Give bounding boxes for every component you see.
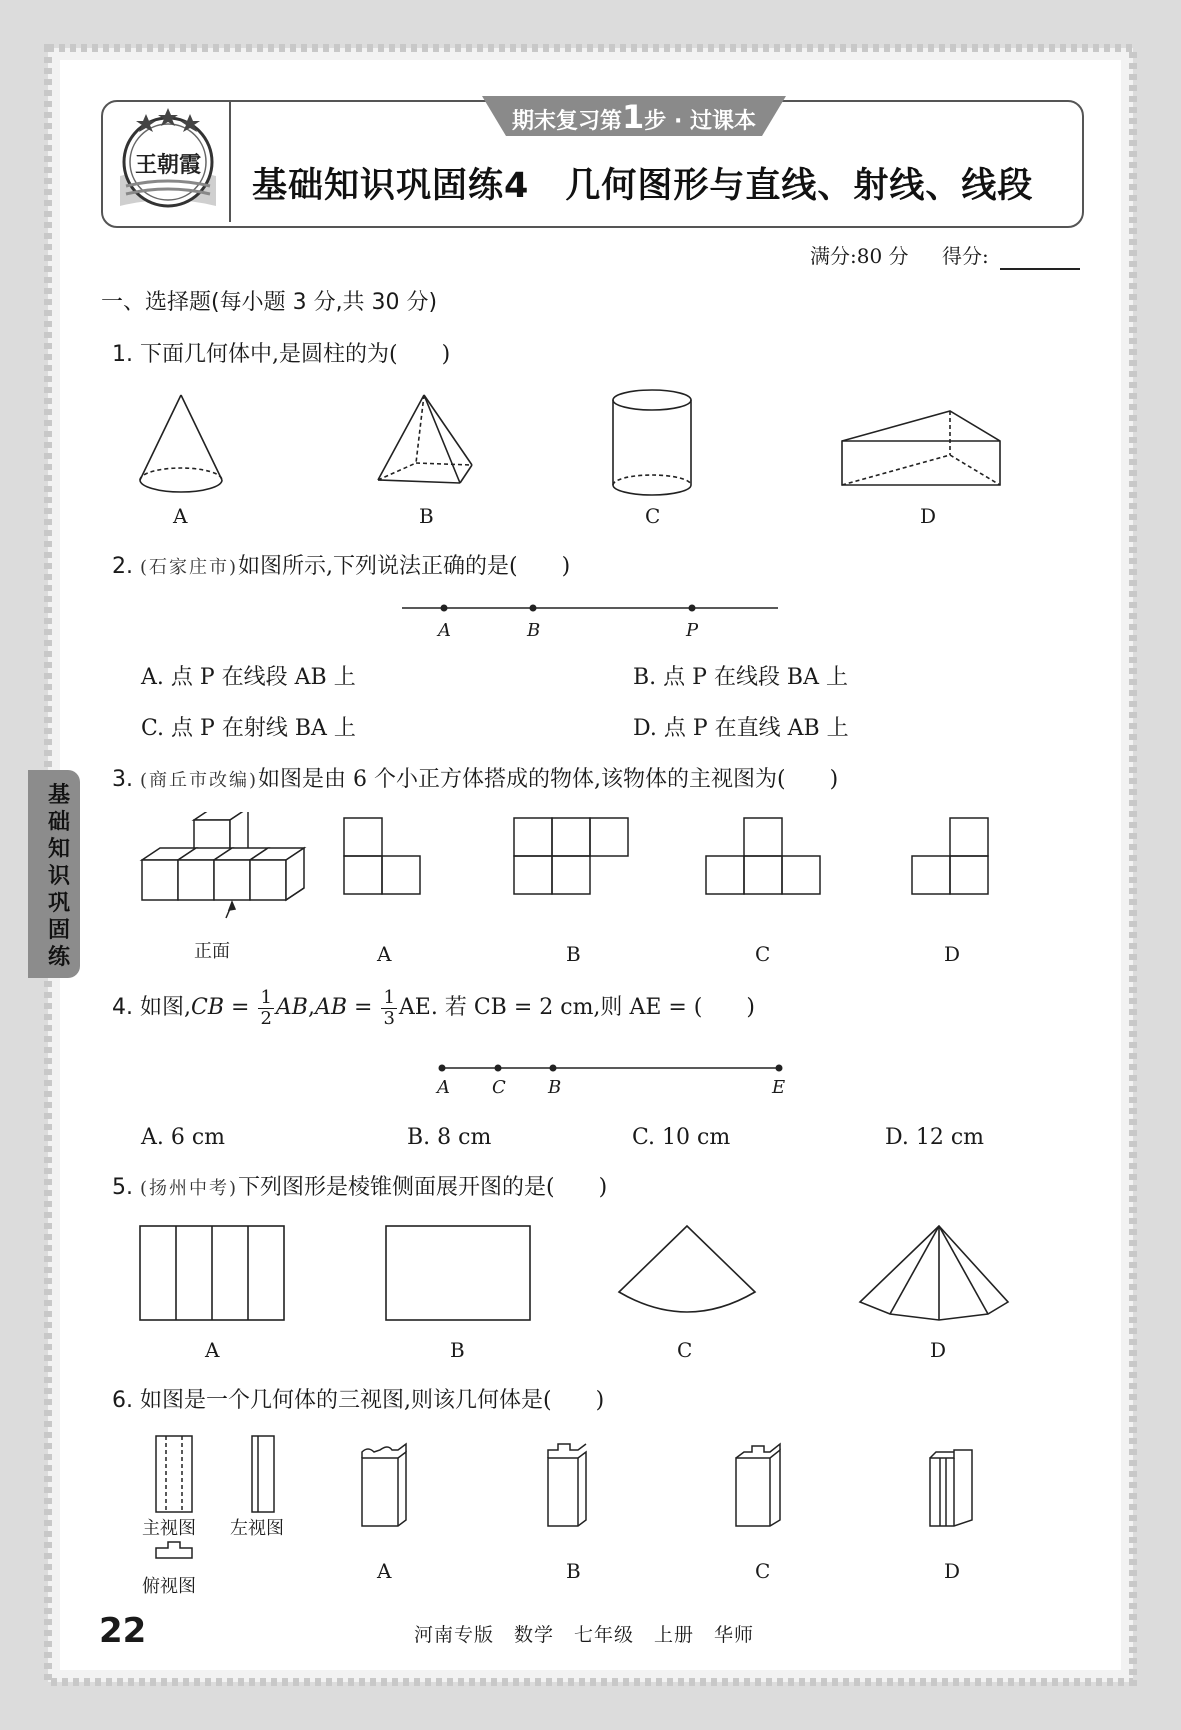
q6-left-view <box>252 1436 274 1512</box>
q2-text: 如图所示,下列说法正确的是( ) <box>238 554 571 579</box>
q5-option-c[interactable]: C <box>677 1338 693 1362</box>
q6-figures <box>130 1430 1000 1583</box>
q5-option-c-figure <box>619 1226 755 1312</box>
q5-text: 下列图形是棱锥侧面展开图的是( ) <box>238 1175 608 1200</box>
q6-main-view <box>156 1436 192 1512</box>
q5-option-d-figure <box>860 1226 1008 1320</box>
q3-text: 如图是由 6 个小正方体搭成的物体,该物体的主视图为( ) <box>258 767 839 792</box>
q1-option-d[interactable]: D <box>920 504 937 528</box>
q4-fraction-half <box>258 986 273 1029</box>
q4-point-a: A <box>437 1077 450 1098</box>
q5-option-d[interactable]: D <box>930 1338 947 1362</box>
q6-text: 如图是一个几何体的三视图,则该几何体是( ) <box>140 1388 605 1413</box>
side-tab-char: 固 <box>47 918 70 943</box>
q1-number: 1. <box>112 342 133 367</box>
q1-figures <box>120 385 1020 500</box>
q2-choice-b[interactable]: B. 点 P 在线段 BA 上 <box>633 665 848 690</box>
logo-lettering: 王朝霞 <box>134 152 202 178</box>
q4-point-e: E <box>772 1077 786 1098</box>
q5-figures <box>130 1220 1020 1325</box>
side-tab-char: 础 <box>47 810 70 835</box>
q6-option-c[interactable]: C <box>755 1559 771 1583</box>
q4-frac1-den: 2 <box>260 1007 272 1029</box>
q6-option-d-figure <box>930 1450 972 1526</box>
q3-view-d <box>912 818 988 894</box>
q1-pyramid <box>378 395 472 483</box>
q5-number: 5. <box>112 1175 133 1200</box>
q3-stem <box>112 769 838 791</box>
q4-frac1-num: 1 <box>260 986 272 1008</box>
q4-fraction-third <box>381 986 396 1029</box>
side-tab-char: 识 <box>47 864 70 889</box>
q6-option-a-figure <box>362 1444 406 1526</box>
q1-option-a[interactable]: A <box>173 504 188 528</box>
q2-stem <box>112 556 570 578</box>
q6-option-c-figure <box>736 1444 780 1526</box>
q1-stem <box>112 344 450 366</box>
q5-option-a[interactable]: A <box>205 1338 220 1362</box>
q6-top-view-label: 俯视图 <box>142 1576 196 1597</box>
q3-view-a <box>344 818 420 894</box>
q2-point-a: A <box>438 620 451 641</box>
q3-number: 3. <box>112 767 133 792</box>
q2-choice-d[interactable]: D. 点 P 在直线 AB 上 <box>633 716 849 741</box>
side-tab-text <box>44 782 74 971</box>
logo-seal <box>112 106 224 216</box>
q1-option-b[interactable]: B <box>419 504 434 528</box>
q4-choice-b[interactable]: B. 8 cm <box>407 1125 492 1150</box>
q1-prism <box>842 411 1000 485</box>
q4-ab2: AB <box>314 995 348 1020</box>
q4-eq2: = <box>354 995 373 1020</box>
q1-option-c[interactable]: C <box>645 504 661 528</box>
banner-step-number: 1 <box>622 98 645 136</box>
q3-option-c[interactable]: C <box>755 942 771 966</box>
q6-number: 6. <box>112 1388 133 1413</box>
q4-number: 4. <box>112 995 133 1020</box>
page-number: 22 <box>99 1611 147 1651</box>
q1-text: 下面几何体中,是圆柱的为( ) <box>140 342 451 367</box>
logo-divider <box>229 102 231 222</box>
q2-choice-a[interactable]: A. 点 P 在线段 AB 上 <box>141 665 356 690</box>
q2-point-b: B <box>527 620 541 641</box>
q4-eq: = <box>231 995 250 1020</box>
q6-left-view-label: 左视图 <box>230 1518 284 1539</box>
q6-top-view <box>156 1542 192 1558</box>
q4-ab: AB <box>275 995 308 1020</box>
q5-source: (扬州中考) <box>140 1178 239 1199</box>
q4-tail: AE = ( ) <box>629 995 755 1020</box>
q5-option-b-figure <box>386 1226 530 1320</box>
q6-option-b[interactable]: B <box>566 1559 581 1583</box>
q2-point-p: P <box>686 620 699 641</box>
banner-suffix: 步 · 过课本 <box>644 109 756 134</box>
q4-choice-d[interactable]: D. 12 cm <box>885 1125 985 1150</box>
q6-stem <box>112 1390 604 1412</box>
q2-source: (石家庄市) <box>140 557 239 578</box>
q4-cb: CB <box>191 995 224 1020</box>
q2-number: 2. <box>112 554 133 579</box>
q3-figures <box>130 812 1010 942</box>
q6-main-view-label: 主视图 <box>142 1518 196 1539</box>
section-title: 一、选择题(每小题 3 分,共 30 分) <box>101 290 438 315</box>
q3-option-d[interactable]: D <box>944 942 961 966</box>
q3-front-label: 正面 <box>194 941 230 962</box>
q4-comma: , <box>307 995 315 1020</box>
q3-option-a[interactable]: A <box>377 942 392 966</box>
side-tab-char: 知 <box>47 837 70 862</box>
full-score-label: 满分:80 分 <box>810 244 909 268</box>
q1-cone <box>140 395 222 492</box>
q4-point-c: C <box>492 1077 506 1098</box>
q5-stem <box>112 1177 607 1199</box>
q4-choice-c[interactable]: C. 10 cm <box>632 1125 731 1150</box>
q3-source: (商丘市改编) <box>140 770 259 791</box>
footer-info: 河南专版 数学 七年级 上册 华师 <box>414 1624 755 1646</box>
q6-option-b-figure <box>548 1444 586 1526</box>
q4-stem <box>112 988 755 1028</box>
q1-cylinder <box>613 390 691 495</box>
q4-frac2-num: 1 <box>383 986 395 1008</box>
side-tab-char: 巩 <box>47 891 70 916</box>
q4-point-b: B <box>548 1077 562 1098</box>
q4-choice-a[interactable]: A. 6 cm <box>141 1125 226 1150</box>
q5-option-b[interactable]: B <box>450 1338 465 1362</box>
q4-ae-dot: AE. 若 <box>398 995 467 1020</box>
side-tab-char: 练 <box>47 945 70 970</box>
q3-cube-solid <box>142 812 304 918</box>
q3-view-c <box>706 818 820 894</box>
q4-intro: 如图, <box>140 995 191 1020</box>
score-label: 得分: <box>942 244 989 268</box>
q3-view-b <box>514 818 628 894</box>
q2-choice-c[interactable]: C. 点 P 在射线 BA 上 <box>141 716 356 741</box>
q3-option-b[interactable]: B <box>566 942 581 966</box>
q6-option-a[interactable]: A <box>377 1559 392 1583</box>
q2-line-figure <box>400 596 780 646</box>
page-title: 基础知识巩固练4 几何图形与直线、射线、线段 <box>252 166 1034 206</box>
score-blank[interactable] <box>1000 268 1080 270</box>
q6-option-d[interactable]: D <box>944 1559 961 1583</box>
banner-text <box>478 100 790 139</box>
side-tab-char: 基 <box>47 783 70 808</box>
q4-condition: CB = 2 cm,则 <box>473 995 623 1020</box>
q5-option-a-figure <box>140 1226 284 1320</box>
q4-frac2-den: 3 <box>383 1007 395 1029</box>
q4-line-figure <box>436 1058 786 1078</box>
banner-prefix: 期末复习第 <box>512 109 623 134</box>
